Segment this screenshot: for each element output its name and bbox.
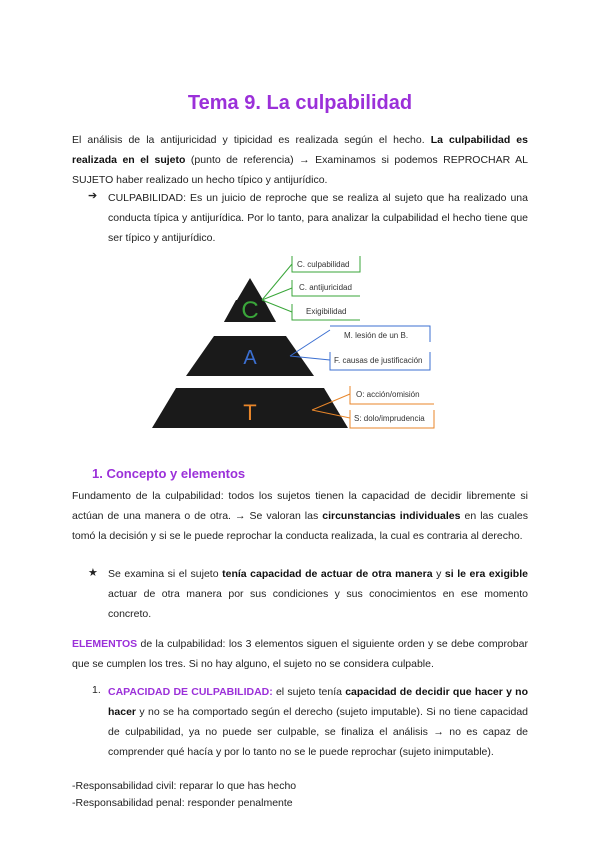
section-heading-concepto: 1. Concepto y elementos	[92, 466, 246, 481]
star-text-1: Se examina si el sujeto	[108, 568, 223, 580]
star-text-2: y	[432, 568, 445, 580]
star-paragraph	[108, 564, 528, 624]
star-bold-2: si le era exigible	[444, 568, 528, 580]
fundamento-text-2: en las cuales tomó la decisión y si se le puede reprochar la conducta realizada, la cual es contraria al derecho.	[72, 510, 529, 542]
intro-paragraph	[72, 130, 528, 190]
a-labels	[290, 326, 430, 370]
label-causas: F. causas de justificación	[334, 356, 423, 365]
intro-bold-1: La culpabilidad es realizada en el sujeto	[72, 134, 528, 166]
elementos-label: ELEMENTOS	[72, 638, 138, 650]
c-labels	[262, 256, 360, 320]
label-c-antijuricidad: C. antijuricidad	[299, 283, 352, 292]
capacidad-paragraph	[108, 682, 528, 762]
cat-pyramid-diagram	[0, 250, 600, 450]
intro-text-2: (punto de referencia) → Examinamos si podemos REPROCHAR AL SUJETO haber realizado un hecho típico y antijurídico.	[72, 154, 528, 186]
capacidad-label: CAPACIDAD DE CULPABILIDAD:	[108, 686, 273, 698]
label-accion-omision: O: acción/omisión	[356, 390, 420, 399]
intro-text-1: El análisis de la antijuricidad y tipicidad es realizada según el hecho.	[72, 134, 431, 146]
label-lesion: M. lesión de un B.	[344, 331, 409, 340]
star-text-3: actuar de otra manera por sus condiciones y sus conocimientos en ese momento concreto.	[108, 588, 528, 620]
responsabilidad-civil: -Responsabilidad civil: reparar lo que has hecho	[72, 780, 297, 792]
star-bullet-icon: ★	[88, 567, 98, 579]
fundamento-text-1: Fundamento de la culpabilidad: todos los sujetos tienen la capacidad de decidir libremente si actúan de una manera o de otra. → Se valoran las	[72, 490, 528, 522]
capacidad-text-2: y no se ha comportado según el derecho (sujeto imputable). Si no tiene capacidad de culpabilidad, ya no puede ser culpable, se finaliza el análisis → no es capaz de comprender qué hacía y por lo tanto no se le puede reprochar (sujeto inimputable).	[108, 706, 528, 758]
letter-c: C	[241, 297, 259, 324]
elementos-paragraph	[72, 634, 528, 674]
label-dolo-imprudencia: S: dolo/imprudencia	[354, 414, 425, 423]
elementos-text: de la culpabilidad: los 3 elementos siguen el siguiente orden y se debe comprobar que se cumplen los tres. Si no hay alguno, el sujeto no se considera culpable.	[72, 638, 528, 670]
star-bold-1: tenía capacidad de actuar de otra manera	[222, 568, 433, 580]
fundamento-bold: circunstancias individuales	[322, 510, 461, 522]
arrow-bullet-icon: ➔	[88, 190, 98, 202]
culpabilidad-definition: CULPABILIDAD: Es un juicio de reproche que se realiza al sujeto que ha realizado una conducta típica y antijurídica. Por lo tanto, para analizar la culpabilidad el hecho tiene que ser típico y antijurídico.	[108, 192, 528, 244]
item-1-number: 1.	[92, 684, 101, 696]
label-c-culpabilidad: C. culpabilidad	[297, 260, 350, 269]
letter-t: T	[243, 400, 257, 425]
label-exigibilidad: Exigibilidad	[306, 307, 347, 316]
capacidad-text-1: el sujeto tenía	[272, 686, 346, 698]
fundamento-paragraph	[72, 486, 528, 546]
capacidad-bold: capacidad de decidir que hacer y no hacer	[108, 686, 528, 718]
letter-a: A	[243, 347, 257, 369]
page-title: Tema 9. La culpabilidad	[187, 92, 413, 114]
responsabilidad-penal: -Responsabilidad penal: responder penalmente	[72, 797, 293, 809]
